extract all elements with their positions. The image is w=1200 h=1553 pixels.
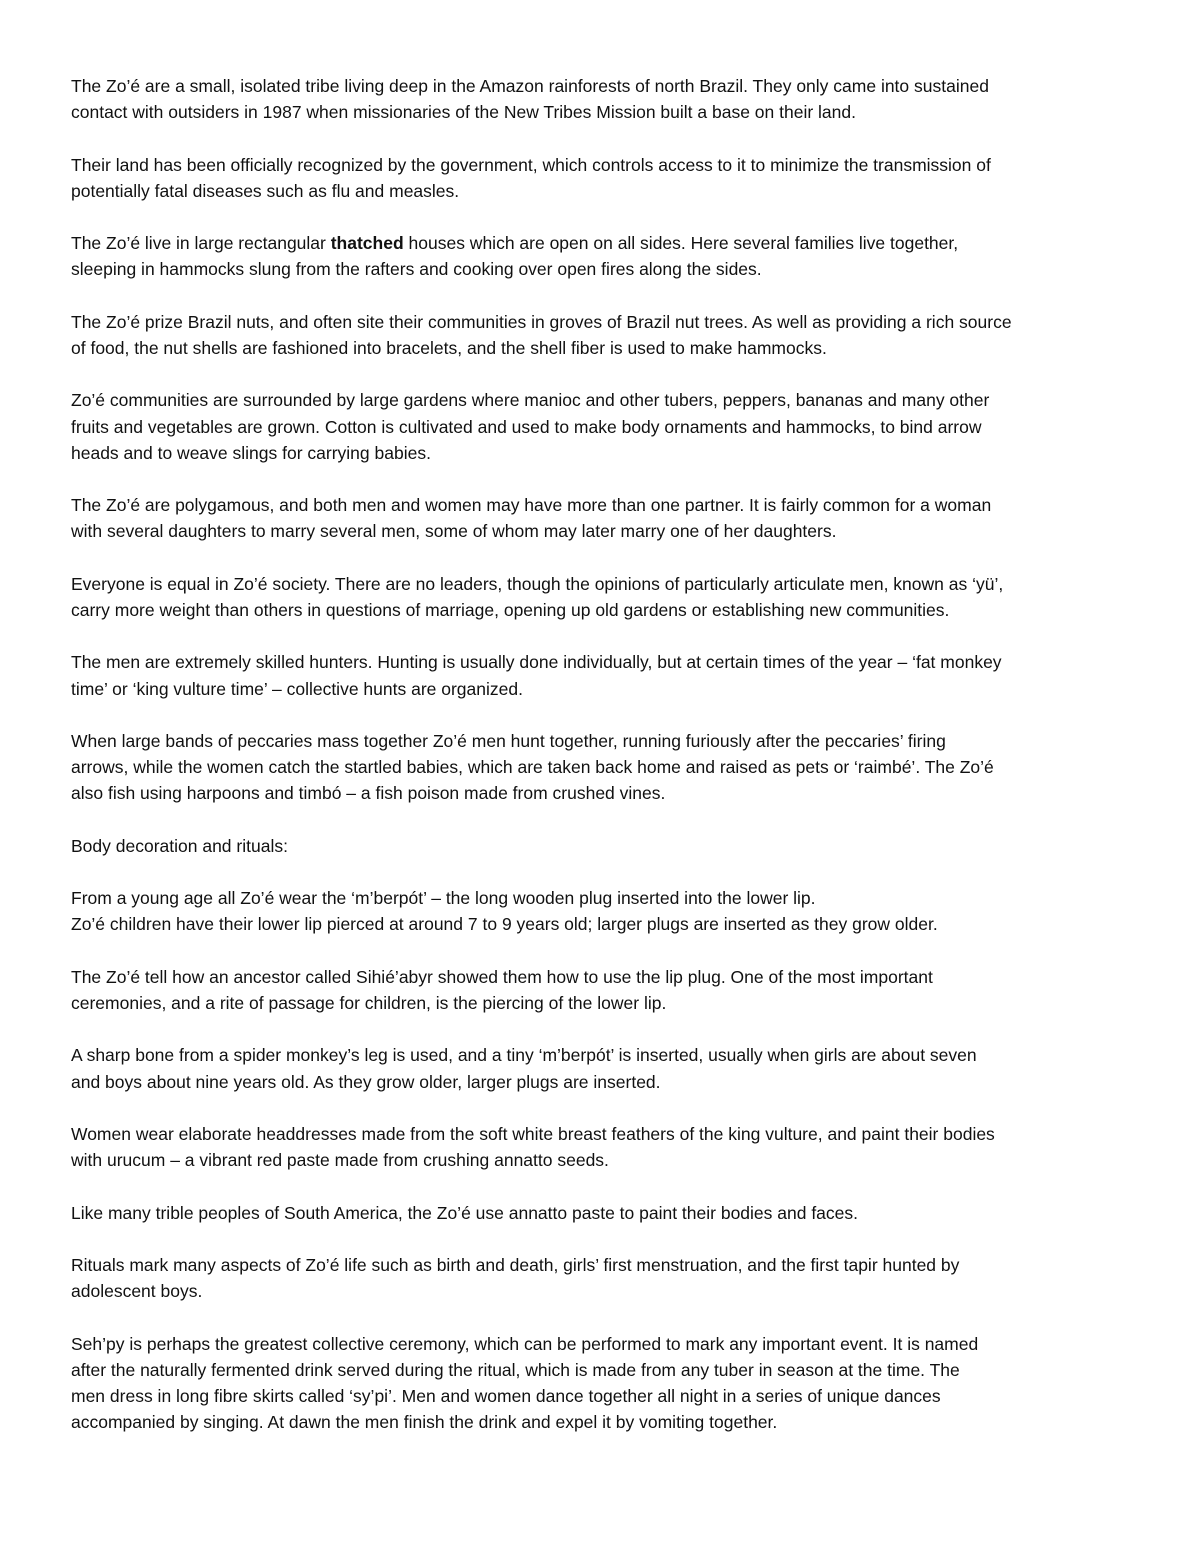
text-line: Zo’é children have their lower lip pierced at around 7 to 9 years old; larger plugs are inserted as they grow older. xyxy=(71,914,938,935)
paragraph-lip-plug xyxy=(71,885,1141,937)
text-line: potentially fatal diseases such as flu and measles. xyxy=(71,180,460,201)
paragraph-ancestor xyxy=(71,964,1141,1016)
text-line: adolescent boys. xyxy=(71,1281,203,1302)
text-line: with several daughters to marry several men, some of whom may later marry one of her daughters. xyxy=(71,521,837,542)
text-line: with urucum – a vibrant red paste made from crushing annatto seeds. xyxy=(71,1150,609,1171)
text-line: Like many trible peoples of South America, the Zo’é use annatto paste to paint their bodies and faces. xyxy=(71,1202,859,1223)
text-line: Their land has been officially recognized by the government, which controls access to it to minimize the transmission of xyxy=(71,154,991,175)
text-line: The Zo’é are polygamous, and both men and women may have more than one partner. It is fairly common for a woman xyxy=(71,495,992,516)
text-line: contact with outsiders in 1987 when missionaries of the New Tribes Mission built a base on their land. xyxy=(71,102,856,123)
text-line: From a young age all Zo’é wear the ‘m’berpót’ – the long wooden plug inserted into the lower lip. xyxy=(71,888,816,909)
text-line: accompanied by singing. At dawn the men finish the drink and expel it by vomiting together. xyxy=(71,1412,778,1433)
paragraph-annatto xyxy=(71,1200,1141,1226)
text-line: The Zo’é prize Brazil nuts, and often site their communities in groves of Brazil nut trees. As well as providing a rich source xyxy=(71,311,1012,332)
text-line: after the naturally fermented drink served during the ritual, which is made from any tuber in season at the time. The xyxy=(71,1359,960,1380)
text-line: When large bands of peccaries mass together Zo’é men hunt together, running furiously after the peccaries’ firing xyxy=(71,730,946,751)
paragraph-hunters xyxy=(71,649,1141,701)
paragraph-brazil-nuts xyxy=(71,309,1141,361)
document-page xyxy=(71,73,1141,1462)
text-line: and boys about nine years old. As they grow older, larger plugs are inserted. xyxy=(71,1071,661,1092)
text-line: The Zo’é tell how an ancestor called Sihié’abyr showed them how to use the lip plug. One of the most important xyxy=(71,966,933,987)
text-line: Seh’py is perhaps the greatest collective ceremony, which can be performed to mark any important event. It is named xyxy=(71,1333,979,1354)
paragraph-equality xyxy=(71,571,1141,623)
text-line: Zo’é communities are surrounded by large gardens where manioc and other tubers, peppers, bananas and many other xyxy=(71,390,990,411)
paragraph-gardens xyxy=(71,387,1141,466)
paragraph-polygamy xyxy=(71,492,1141,544)
text-line: The men are extremely skilled hunters. Hunting is usually done individually, but at certain times of the year – ‘fat monkey xyxy=(71,652,1002,673)
text-line: Body decoration and rituals: xyxy=(71,835,288,856)
text-line: ceremonies, and a rite of passage for children, is the piercing of the lower lip. xyxy=(71,992,667,1013)
paragraph-houses xyxy=(71,230,1141,282)
text-line: time’ or ‘king vulture time’ – collective hunts are organized. xyxy=(71,678,523,699)
text-line: heads and to weave slings for carrying babies. xyxy=(71,442,431,463)
text-line: Everyone is equal in Zo’é society. There are no leaders, though the opinions of particularly articulate men, known as ‘yü’, xyxy=(71,573,1004,594)
paragraph-sehpy xyxy=(71,1331,1141,1436)
text-line: arrows, while the women catch the startled babies, which are taken back home and raised as pets or ‘raimbé’. The Zo’é xyxy=(71,757,994,778)
text-line: carry more weight than others in questions of marriage, opening up old gardens or establishing new communities. xyxy=(71,599,950,620)
paragraph-headdresses xyxy=(71,1121,1141,1173)
text-line: The Zo’é are a small, isolated tribe living deep in the Amazon rainforests of north Brazil. They only came into sustained xyxy=(71,76,989,96)
text-line xyxy=(71,230,1141,256)
text-line: A sharp bone from a spider monkey’s leg is used, and a tiny ‘m’berpót’ is inserted, usually when girls are about seven xyxy=(71,1045,977,1066)
paragraph-rituals xyxy=(71,1252,1141,1304)
text-line: Rituals mark many aspects of Zo’é life such as birth and death, girls’ first menstruation, and the first tapir hunted by xyxy=(71,1254,960,1275)
text-run: The Zo’é live in large rectangular xyxy=(71,233,331,254)
text-line: Women wear elaborate headdresses made from the soft white breast feathers of the king vulture, and paint their bodies xyxy=(71,1123,995,1144)
bold-word: thatched xyxy=(330,233,404,254)
paragraph-intro xyxy=(71,73,1141,125)
text-line: sleeping in hammocks slung from the rafters and cooking over open fires along the sides. xyxy=(71,259,762,280)
paragraph-peccaries xyxy=(71,728,1141,807)
text-line: fruits and vegetables are grown. Cotton is cultivated and used to make body ornaments and hammocks, to bind arrow xyxy=(71,416,982,437)
paragraph-land xyxy=(71,152,1141,204)
text-line: men dress in long fibre skirts called ‘sy’pi’. Men and women dance together all night in a series of unique dances xyxy=(71,1385,941,1406)
text-line: of food, the nut shells are fashioned into bracelets, and the shell fiber is used to make hammocks. xyxy=(71,337,827,358)
section-heading xyxy=(71,833,1141,859)
paragraph-piercing xyxy=(71,1042,1141,1094)
text-line: also fish using harpoons and timbó – a fish poison made from crushed vines. xyxy=(71,783,666,804)
text-run: houses which are open on all sides. Here several families live together, xyxy=(403,233,959,254)
